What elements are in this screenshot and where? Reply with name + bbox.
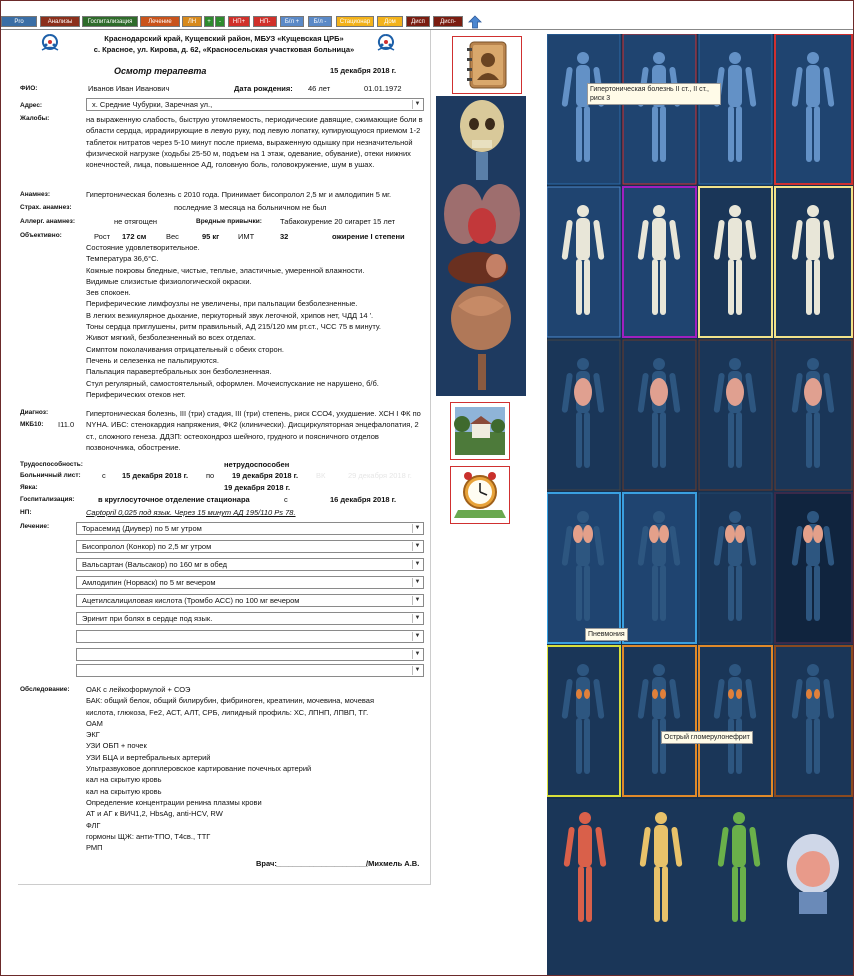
chevron-down-icon[interactable]: ▼ bbox=[412, 524, 422, 533]
address-value: х. Средние Чубурки, Заречная ул., bbox=[92, 100, 213, 109]
investigation-line: ЭКГ bbox=[86, 730, 100, 740]
tooltip-glomerulonephritis: Острый гломерулонефрит bbox=[661, 731, 753, 744]
header-line-1: Краснодарский край, Кущевский район, МБУЗ «Кущевская ЦРБ» bbox=[104, 34, 344, 43]
objective-line: Видимые слизистые физиологической окраски. bbox=[86, 276, 252, 286]
visit-label: Явка: bbox=[20, 484, 38, 491]
tab-home[interactable]: Дом bbox=[377, 16, 403, 27]
complaints-label: Жалобы: bbox=[20, 115, 50, 122]
chevron-down-icon[interactable]: ▼ bbox=[412, 578, 422, 587]
objective-line: Тоны сердца приглушены, ритм правильный, АД 215/120 мм рт.ст., ЧСС 75 в минуту. bbox=[86, 322, 381, 332]
tab-np-minus[interactable]: НП- bbox=[253, 16, 277, 27]
chevron-down-icon[interactable]: ▼ bbox=[412, 596, 422, 605]
investigation-line: кал на скрытую кровь bbox=[86, 786, 162, 796]
investigation-line: АТ и АГ к ВИЧ1,2, HbsAg, anti-HCV, RW bbox=[86, 809, 223, 819]
treatment-value: Торасемид (Диувер) по 5 мг утром bbox=[82, 524, 202, 533]
anamnesis-text[interactable]: Гипертоническая болезнь с 2010 года. Принимает бисопролол 2,5 мг и амлодипин 5 мг. bbox=[86, 190, 392, 199]
tab-analyses[interactable]: Анализы bbox=[40, 16, 80, 27]
tab-minus[interactable]: - bbox=[215, 16, 225, 27]
work-ability-label: Трудоспособность: bbox=[20, 461, 83, 468]
treatment-value: Эринит при болях в сердце под язык. bbox=[82, 614, 213, 623]
objective-line: В легких везикулярное дыхание, перкуторный звук легочной, хрипов нет, ЧДД 14 '. bbox=[86, 310, 374, 320]
chevron-down-icon[interactable]: ▼ bbox=[412, 542, 422, 551]
chevron-down-icon[interactable]: ▼ bbox=[412, 666, 422, 675]
tab-treatment[interactable]: Лечение bbox=[140, 16, 180, 27]
address-label: Адрес: bbox=[20, 102, 43, 109]
objective-line: Пальпация паравертебральных зон безболезненная. bbox=[86, 367, 272, 377]
investigation-line: ОАМ bbox=[86, 718, 103, 728]
investigation-line: РМП bbox=[86, 843, 103, 853]
hospitalization-date[interactable]: 16 декабря 2018 г. bbox=[330, 495, 397, 504]
hospitalization-value[interactable]: в круглосуточное отделение стационара bbox=[98, 495, 250, 504]
investigation-line: Ультразвуковое допплеровское картирование почечных артерий bbox=[86, 764, 312, 774]
investigation-line: гормоны ЩЖ: анти-ТПО, Т4св., ТТГ bbox=[86, 831, 211, 841]
weight-label: Вес bbox=[166, 232, 179, 241]
allergy-label: Аллерг. анамнез: bbox=[20, 218, 76, 225]
tab-hospital[interactable]: Стационар bbox=[336, 16, 374, 27]
np-label: НП: bbox=[20, 509, 32, 516]
anamnesis-label: Анамнез: bbox=[20, 191, 50, 198]
chevron-down-icon[interactable]: ▼ bbox=[412, 100, 422, 109]
allergy-text[interactable]: не отягощен bbox=[114, 217, 158, 226]
sick-leave-to[interactable]: 19 декабря 2018 г. bbox=[232, 471, 299, 480]
chevron-down-icon[interactable]: ▼ bbox=[412, 560, 422, 569]
treatment-value: Вальсартан (Вальсакор) по 160 мг в обед bbox=[82, 560, 228, 569]
objective-line: Зев спокоен. bbox=[86, 288, 131, 298]
insurance-anamnesis-text[interactable]: последние 3 месяца на больничном не был bbox=[174, 203, 327, 212]
height-label: Рост bbox=[94, 232, 111, 241]
investigation-line: БАК: общий белок, общий билирубин, фибриноген, креатинин, мочевина, мочевая bbox=[86, 696, 375, 706]
hosp-from-prefix: с bbox=[284, 495, 288, 504]
patient-name[interactable]: Иванов Иван Иванович bbox=[88, 84, 170, 93]
sick-from-prefix: с bbox=[102, 471, 106, 480]
objective-line: Периферические лимфоузлы не увеличены, при пальпации безболезненные. bbox=[86, 299, 358, 309]
exam-title: Осмотр терапевта bbox=[114, 66, 207, 76]
complaints-text[interactable]: на выраженную слабость, быструю утомляемость, периодические давящие, сжимающие боли в области сердца, иррадиирующие в левую руку, под левую лопатку, купирующуюся приемом 1-2 таблеток нитратов через 5-10 минут после приема, выраженную одышку при незначительной физической нагрузке (ходьбы 25-50 м, подъем на 1 этаж, одевание, обувание), отеки нижних конечностей, лица, повышенное АД, головную боль, головокружение, шум в ушах. bbox=[86, 115, 423, 170]
investigation-label: Обследование: bbox=[20, 686, 70, 693]
vk-date: 29 декабря 2018 г. bbox=[348, 471, 412, 480]
vk-label: ВК bbox=[316, 471, 326, 480]
objective-line: Кожные покровы бледные, чистые, теплые, эластичные, умеренной влажности. bbox=[86, 265, 365, 275]
patient-dob[interactable]: 01.01.1972 bbox=[364, 84, 402, 93]
tab-hospitalization[interactable]: Госпитализация bbox=[82, 16, 138, 27]
hospitalization-label: Госпитализация: bbox=[20, 496, 75, 503]
objective-line: Температура 36,6°С. bbox=[86, 254, 159, 264]
investigation-line: УЗИ БЦА и вертебральных артерий bbox=[86, 752, 211, 762]
objective-line: Живот мягкий, безболезненный во всех отделах. bbox=[86, 333, 256, 343]
fio-label: ФИО: bbox=[20, 85, 38, 92]
treatment-value: Ацетилсалициловая кислота (Тромбо АСС) по 100 мг вечером bbox=[82, 596, 300, 605]
objective-label: Объективно: bbox=[20, 232, 62, 239]
tooltip-pneumonia: Пневмония bbox=[585, 628, 628, 641]
header-line-2: с. Красное, ул. Кирова, д. 62, «Красносельская участковая больница» bbox=[93, 45, 355, 54]
investigation-line: кал на скрытую кровь bbox=[86, 775, 162, 785]
treatment-value: Бисопролол (Конкор) по 2,5 мг утром bbox=[82, 542, 212, 551]
sick-leave-label: Больничный лист: bbox=[20, 472, 81, 479]
chevron-down-icon[interactable]: ▼ bbox=[412, 650, 422, 659]
weight-value[interactable]: 95 кг bbox=[202, 232, 220, 241]
tab-plus[interactable]: + bbox=[204, 16, 214, 27]
obesity-degree: ожирение I степени bbox=[332, 232, 405, 241]
tab-disp-minus[interactable]: Дисп- bbox=[433, 16, 463, 27]
mkb-code[interactable]: I11.0 bbox=[58, 420, 75, 429]
objective-line: Состояние удовлетворительное. bbox=[86, 243, 200, 252]
mkb-label: МКБ10: bbox=[20, 421, 44, 428]
objective-line: Печень и селезенка не пальпируются. bbox=[86, 355, 219, 365]
diagnosis-text[interactable]: Гипертоническая болезнь, III (три) стадия, III (три) степень, риск ССО4, ухудшение. ХСН I ФК по NYHA. ИБС: стенокардия напряжения, ФК2 (клинически). Дисциркуляторная энцефалопатия, 2 ст., сложного генеза. ДДЗП: остеохондроз шейного, грудного и поясничного отделов позвоночника, обострение. bbox=[86, 409, 421, 452]
bmi-value: 32 bbox=[280, 232, 289, 241]
work-ability-value[interactable]: нетрудоспособен bbox=[224, 460, 290, 469]
np-text[interactable]: Captopril 0,025 под язык. Через 15 минут АД 195/110 Ps 78. bbox=[86, 508, 296, 517]
tab-pro[interactable]: Pro bbox=[1, 16, 37, 27]
objective-line: Симптом поколачивания отрицательный с обеих сторон. bbox=[86, 344, 284, 354]
patient-age: 46 лет bbox=[308, 84, 331, 93]
visit-date[interactable]: 19 декабря 2018 г. bbox=[224, 483, 291, 492]
tab-disp[interactable]: Дисп bbox=[406, 16, 430, 27]
tab-bl-plus[interactable]: Б/л + bbox=[280, 16, 304, 27]
insurance-anamnesis-label: Страх. анамнез: bbox=[20, 204, 72, 211]
bmi-label: ИМТ bbox=[238, 232, 255, 241]
habits-label: Вредные привычки: bbox=[196, 218, 262, 225]
investigation-line: ФЛГ bbox=[86, 820, 101, 830]
diagnosis-label: Диагноз: bbox=[20, 409, 49, 416]
tab-np-plus[interactable]: НП+ bbox=[228, 16, 250, 27]
investigation-line: ОАК с лейкоформулой + СОЭ bbox=[86, 685, 191, 694]
doctor-label: Врач: bbox=[256, 859, 277, 868]
objective-line: Периферических отеков нет. bbox=[86, 389, 186, 399]
treatment-label: Лечение: bbox=[20, 523, 50, 530]
doctor-signature-line: ______________________ bbox=[276, 859, 368, 868]
treatment-value: Амлодипин (Норваск) по 5 мг вечером bbox=[82, 578, 216, 587]
sick-to-prefix: по bbox=[206, 471, 215, 480]
tab-ln[interactable]: ЛН bbox=[182, 16, 202, 27]
height-value[interactable]: 172 см bbox=[122, 232, 147, 241]
chevron-down-icon[interactable]: ▼ bbox=[412, 632, 422, 641]
sick-leave-from[interactable]: 15 декабря 2018 г. bbox=[122, 471, 189, 480]
tab-bl-minus[interactable]: Б/л - bbox=[308, 16, 332, 27]
investigation-line: Определение концентрации ренина плазмы крови bbox=[86, 797, 262, 807]
objective-line: Стул регулярный, самостоятельный, оформлен. Мочеиспускание не нарушено, б/б. bbox=[86, 378, 379, 388]
exam-date: 15 декабря 2018 г. bbox=[330, 66, 397, 75]
chevron-down-icon[interactable]: ▼ bbox=[412, 614, 422, 623]
habits-text[interactable]: Табакокурение 20 сигарет 15 лет bbox=[280, 217, 396, 226]
investigation-line: УЗИ ОБП + почек bbox=[86, 741, 147, 751]
tooltip-hypertension: Гипертоническая болезнь II ст., II ст., риск 3 bbox=[587, 83, 721, 105]
investigation-line: кислота, глюкоза, Fe2, АСТ, АЛТ, СРБ, липидный профиль: ХС, ЛПНП, ЛПВП, ТГ. bbox=[86, 707, 369, 717]
dob-label: Дата рождения: bbox=[234, 84, 293, 93]
doctor-name: /Михмель А.В. bbox=[366, 859, 420, 868]
